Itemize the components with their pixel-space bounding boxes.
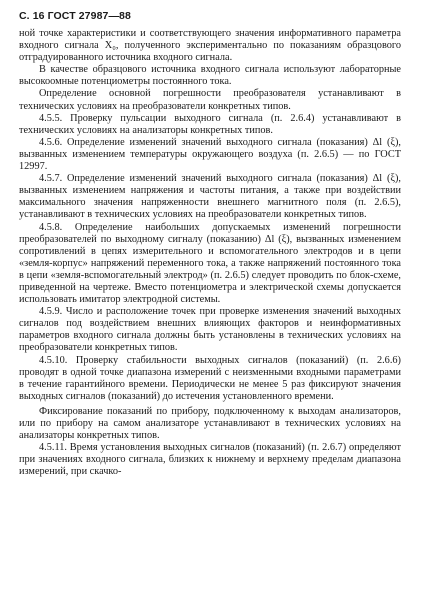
paragraph-4-5-11: 4.5.11. Время установления выходных сигналов (показаний) (п. 2.6.7) определяют при значениях входного сигнала, близких к нижнему и верхнему пределам диапазона измерений, при скачко- [19,442,401,478]
paragraph-continuation: ной точке характеристики и соответствующего значения информативного параметра входного сигнала X₀, полученного экспериментально по показаниям образцового отградуированного источника входного сигнала. [19,28,401,64]
paragraph-4-5-7: 4.5.7. Определение изменений значений выходного сигнала (показания) Δl (ξ), вызванных изменением напряжения и частоты питания, а также при воздействии максимального значения напряженности внешнего магнитного поля (п. 2.6.5), устанавливают в технических условиях на преобразователи конкретных типов. [19,173,401,221]
paragraph-fixing-readings: Фиксирование показаний по прибору, подключенному к выходам анализаторов, или по прибору на самом анализаторе устанавливают в технических условиях на анализаторы конкретных типов. [19,405,401,442]
paragraph-4-5-8: 4.5.8. Определение наибольших допускаемых изменений погрешности преобразователей по выходному сигналу (показанию) Δl (ξ), вызванных изменением сопротивлений в цепях измерительного и вспомогательного электродов и в цепи «земля-корпус» напряжений переменного тока, а также напряжений постоянного тока в цепи «земля-вспомогательный электрод» (п. 2.6.5) следует проводить по блок-схеме, приведенной на чертеже. Вместо потенциометра и электрической схемы допускается использовать имитатор электродной системы. [19,221,401,306]
paragraph-4-5-5: 4.5.5. Проверку пульсации выходного сигнала (п. 2.6.4) устанавливают в технических условиях на анализаторы конкретных типов. [19,112,401,136]
paragraph-reference-source: В качестве образцового источника входного сигнала используют лабораторные высокоомные потенциометры постоянного тока. [19,64,401,88]
paragraph-4-5-10: 4.5.10. Проверку стабильности выходных сигналов (показаний) (п. 2.6.6) проводят в одной точке диапазона измерений с неизменными входными параметрами в течение гарантийного времени. Периодически не менее 5 раз фиксируют значения выходных сигналов (показаний) до истечения установленного времени. [19,354,401,402]
document-body [19,28,401,478]
page-header: С. 16 ГОСТ 27987—88 [19,10,131,22]
paragraph-4-5-6: 4.5.6. Определение изменений значений выходного сигнала (показания) Δl (ξ), вызванных изменением температуры окружающего воздуха (п. 2.6.5) — по ГОСТ 12997. [19,136,401,173]
paragraph-4-5-9: 4.5.9. Число и расположение точек при проверке изменения значений выходных сигналов под воздействием внешних влияющих факторов и неинформативных параметров входного сигнала должны быть установлены в технических условиях на преобразователи конкретных типов. [19,306,401,354]
paragraph-basic-error: Определение основной погрешности преобразователя устанавливают в технических условиях на преобразователи конкретных типов. [19,88,401,112]
